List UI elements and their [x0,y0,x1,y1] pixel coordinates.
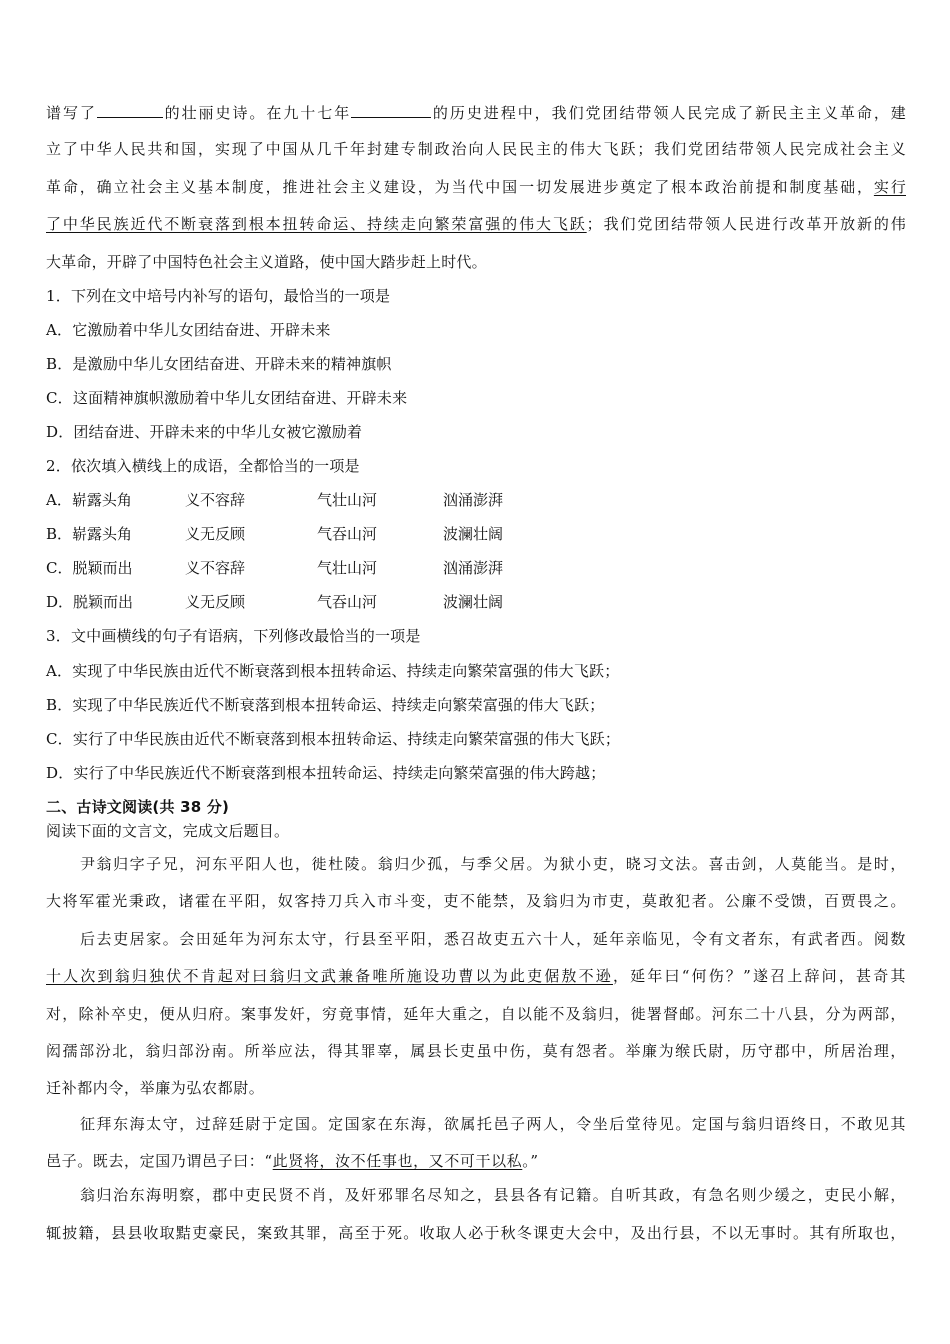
option-label: B．崭露头角 [46,525,133,543]
classical-p2-line-4: 闳孺部汾北，翁归部汾南。所举应法，得其罪辜，属县长吏虽中伤，莫有怨者。举廉为缑氏尉，历守郡中，所居治理， [46,1042,906,1060]
classical-p4-line-2: 辄披籍，县县收取黠吏豪民，案致其罪，高至于死。收取人必于秋冬课吏大会中，及出行县，不以无事时。其有所取也， [46,1224,906,1242]
passage-text: 邑子。既去，定国乃谓邑子曰：“ [46,1152,273,1170]
question-1-option-d[interactable]: D．团结奋进、开辟未来的中华儿女被它激励着 [46,423,363,441]
classical-p2-line-1: 后去吏居家。会田延年为河东太守，行县至平阳，悉召故吏五六十人，延年亲临见，令有文者东，有武者西。阅数 [80,930,906,948]
classical-p3-line-2 [46,1150,539,1172]
passage-line-4 [46,213,906,235]
underlined-sentence: 实行 [873,178,906,196]
question-3-stem: 3．文中画横线的句子有语病，下列修改最恰当的一项是 [46,627,421,645]
passage-line-3 [46,176,906,198]
fill-blank-1[interactable] [97,101,163,118]
idiom: 汹涌澎湃 [443,491,504,509]
idiom: 波澜壮阔 [443,525,504,543]
option-label: C．脱颖而出 [46,559,133,577]
question-3-option-d[interactable]: D．实行了中华民族近代不断衰落到根本扭转命运、持续走向繁荣富强的伟大跨越； [46,764,606,782]
idiom: 义不容辞 [185,559,246,577]
section-instruction: 阅读下面的文言文，完成文后题目。 [46,822,290,840]
idiom: 气壮山河 [317,491,378,509]
idiom: 波澜壮阔 [443,593,504,611]
classical-p4-line-1: 翁归治东海明察，郡中吏民贤不肖，及奸邪罪名尽知之，县县各有记籍。自听其政，有急名则少缓之，吏民小解， [80,1186,906,1204]
classical-p1-line-1: 尹翁归字子兄，河东平阳人也，徙杜陵。翁归少孤，与季父居。为狱小吏，晓习文法。喜击剑，人莫能当。是时， [80,855,906,873]
passage-line-1 [46,101,906,124]
option-label: D．脱颖而出 [46,593,134,611]
question-1-option-b[interactable]: B．是激励中华儿女团结奋进、开辟未来的精神旗帜 [46,355,392,373]
idiom: 义无反顾 [185,593,246,611]
classical-p2-line-3: 对，除补卒史，便从归府。案事发奸，穷竟事情，延年大重之，自以能不及翁归，徙署督邮。河东二十八县，分为两部， [46,1005,906,1023]
question-3-option-b[interactable]: B．实现了中华民族近代不断衰落到根本扭转命运、持续走向繁荣富强的伟大飞跃； [46,696,605,714]
section-heading: 二、古诗文阅读(共 38 分) [46,798,230,816]
idiom: 气吞山河 [317,525,378,543]
classical-p3-line-1: 征拜东海太守，过辞廷尉于定国。定国家在东海，欲属托邑子两人，令坐后堂待见。定国与翁归语终日，不敢见其 [80,1115,906,1133]
question-2-stem: 2．依次填入横线上的成语，全都恰当的一项是 [46,457,360,475]
underlined-sentence: 了中华民族近代不断衰落到根本扭转命运、持续走向繁荣富强的伟大飞跃 [46,215,587,233]
passage-text: 谱写了 [46,104,97,122]
idiom: 义无反顾 [185,525,246,543]
passage-text: 。” [522,1152,539,1170]
question-3-option-c[interactable]: C．实行了中华民族由近代不断衰落到根本扭转命运、持续走向繁荣富强的伟大飞跃； [46,730,621,748]
passage-text: 的壮丽史诗。在九十七年 [162,104,352,122]
question-1-option-a[interactable]: A．它激励着中华儿女团结奋进、开辟未来 [46,321,331,339]
idiom: 汹涌澎湃 [443,559,504,577]
option-label: A．崭露头角 [46,491,132,509]
passage-line-5: 大革命，开辟了中国特色社会主义道路，使中国大踏步赶上时代。 [46,253,487,271]
idiom: 气壮山河 [317,559,378,577]
idiom: 气吞山河 [317,593,378,611]
passage-line-2: 立了中华人民共和国，实现了中国从几千年封建专制政治向人民民主的伟大飞跃；我们党团结带领人民完成社会主义 [46,140,906,158]
classical-p1-line-2: 大将军霍光秉政，诸霍在平阳，奴客持刀兵入市斗变，吏不能禁，及翁归为市吏，莫敢犯者。公廉不受馈，百贾畏之。 [46,892,906,910]
passage-text: 革命，确立社会主义基本制度，推进社会主义建设，为当代中国一切发展进步奠定了根本政治前提和制度基础， [46,178,874,196]
underlined-sentence: 此贤将，汝不任事也，又不可干以私 [272,1152,523,1170]
passage-text: 的历史进程中，我们党团结带领人民完成了新民主主义革命，建 [431,104,906,122]
passage-text: ，延年曰“何伤？”遂召上辞问，甚奇其 [612,967,906,985]
passage-text: ；我们党团结带领人民进行改革开放新的伟 [586,215,906,233]
classical-p2-line-2 [46,965,906,987]
underlined-sentence: 十人次到翁归独伏不肯起对曰翁归文武兼备唯所施设功曹以为此吏倨敖不逊 [46,967,613,985]
question-3-option-a[interactable]: A．实现了中华民族由近代不断衰落到根本扭转命运、持续走向繁荣富强的伟大飞跃； [46,662,620,680]
idiom: 义不容辞 [185,491,246,509]
fill-blank-2[interactable] [351,101,431,118]
question-1-stem: 1．下列在文中培号内补写的语句，最恰当的一项是 [46,287,391,305]
question-1-option-c[interactable]: C．这面精神旗帜激励着中华儿女团结奋进、开辟未来 [46,389,408,407]
classical-p2-line-5: 迁补都内令，举廉为弘农都尉。 [46,1079,265,1097]
